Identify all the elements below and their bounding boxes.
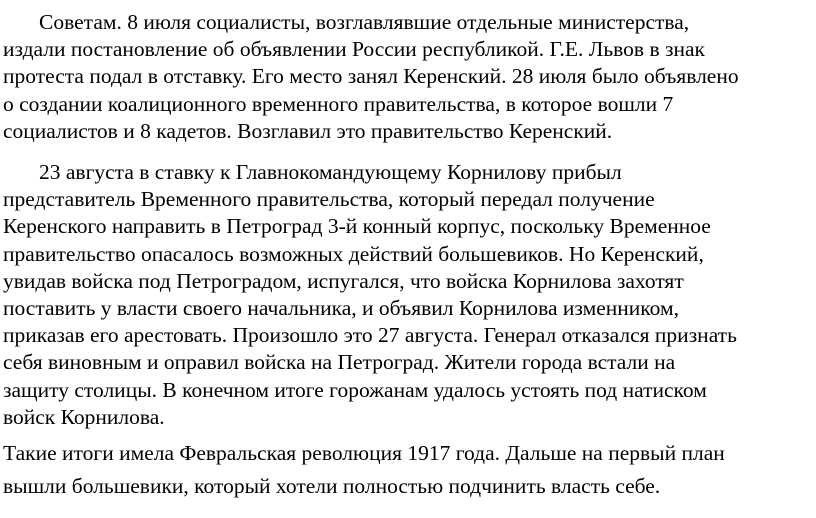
paragraph-1-line-5: социалистов и 8 кадетов. Возглавил это правительство Керенский. <box>3 118 613 143</box>
paragraph-2 <box>3 159 811 431</box>
paragraph-1-line-3: протеста подал в отставку. Его место занял Керенский. 28 июля было объявлено <box>3 64 739 89</box>
paragraph-2-line-9: защиту столицы. В конечном итоге горожанам удалось устоять под натиском <box>3 377 707 402</box>
paragraph-1-line-4: о создании коалиционного временного правительства, в которое вошли 7 <box>3 91 674 116</box>
paragraph-2-line-3: Керенского направить в Петроград 3-й конный корпус, поскольку Временное <box>3 214 711 239</box>
paragraph-2-line-8: себя виновным и оправил войска на Петроград. Жители города встали на <box>3 350 676 375</box>
paragraph-3-line-2: вышли большевики, который хотели полностью подчинить власть себе. <box>3 474 661 498</box>
paragraph-2-line-7: приказав его арестовать. Произошло это 27 августа. Генерал отказался признать <box>3 323 737 348</box>
paragraph-2-line-1: 23 августа в ставку к Главнокомандующему Корнилову прибыл <box>39 160 622 184</box>
paragraph-3 <box>3 437 811 503</box>
paragraph-3-line-1: Такие итоги имела Февральская революция 1917 года. Дальше на первый план <box>3 441 725 465</box>
paragraph-1 <box>3 9 811 145</box>
paragraph-1-line-2: издали постановление об объявлении России республикой. Г.Е. Львов в знак <box>3 37 705 62</box>
paragraph-2-line-2: представитель Временного правительства, который передал получение <box>3 187 655 212</box>
paragraph-2-line-5: увидав войска под Петроградом, испугался, что войска Корнилова захотят <box>3 268 684 293</box>
paragraph-1-line-1: Советам. 8 июля социалисты, возглавлявшие отдельные министерства, <box>39 10 690 34</box>
paragraph-2-line-10: войск Корнилова. <box>3 404 165 429</box>
paragraph-2-line-4: правительство опасалось возможных действий большевиков. Но Керенский, <box>3 241 704 266</box>
paragraph-2-line-6: поставить у власти своего начальника, и объявил Корнилова изменником, <box>3 296 679 321</box>
